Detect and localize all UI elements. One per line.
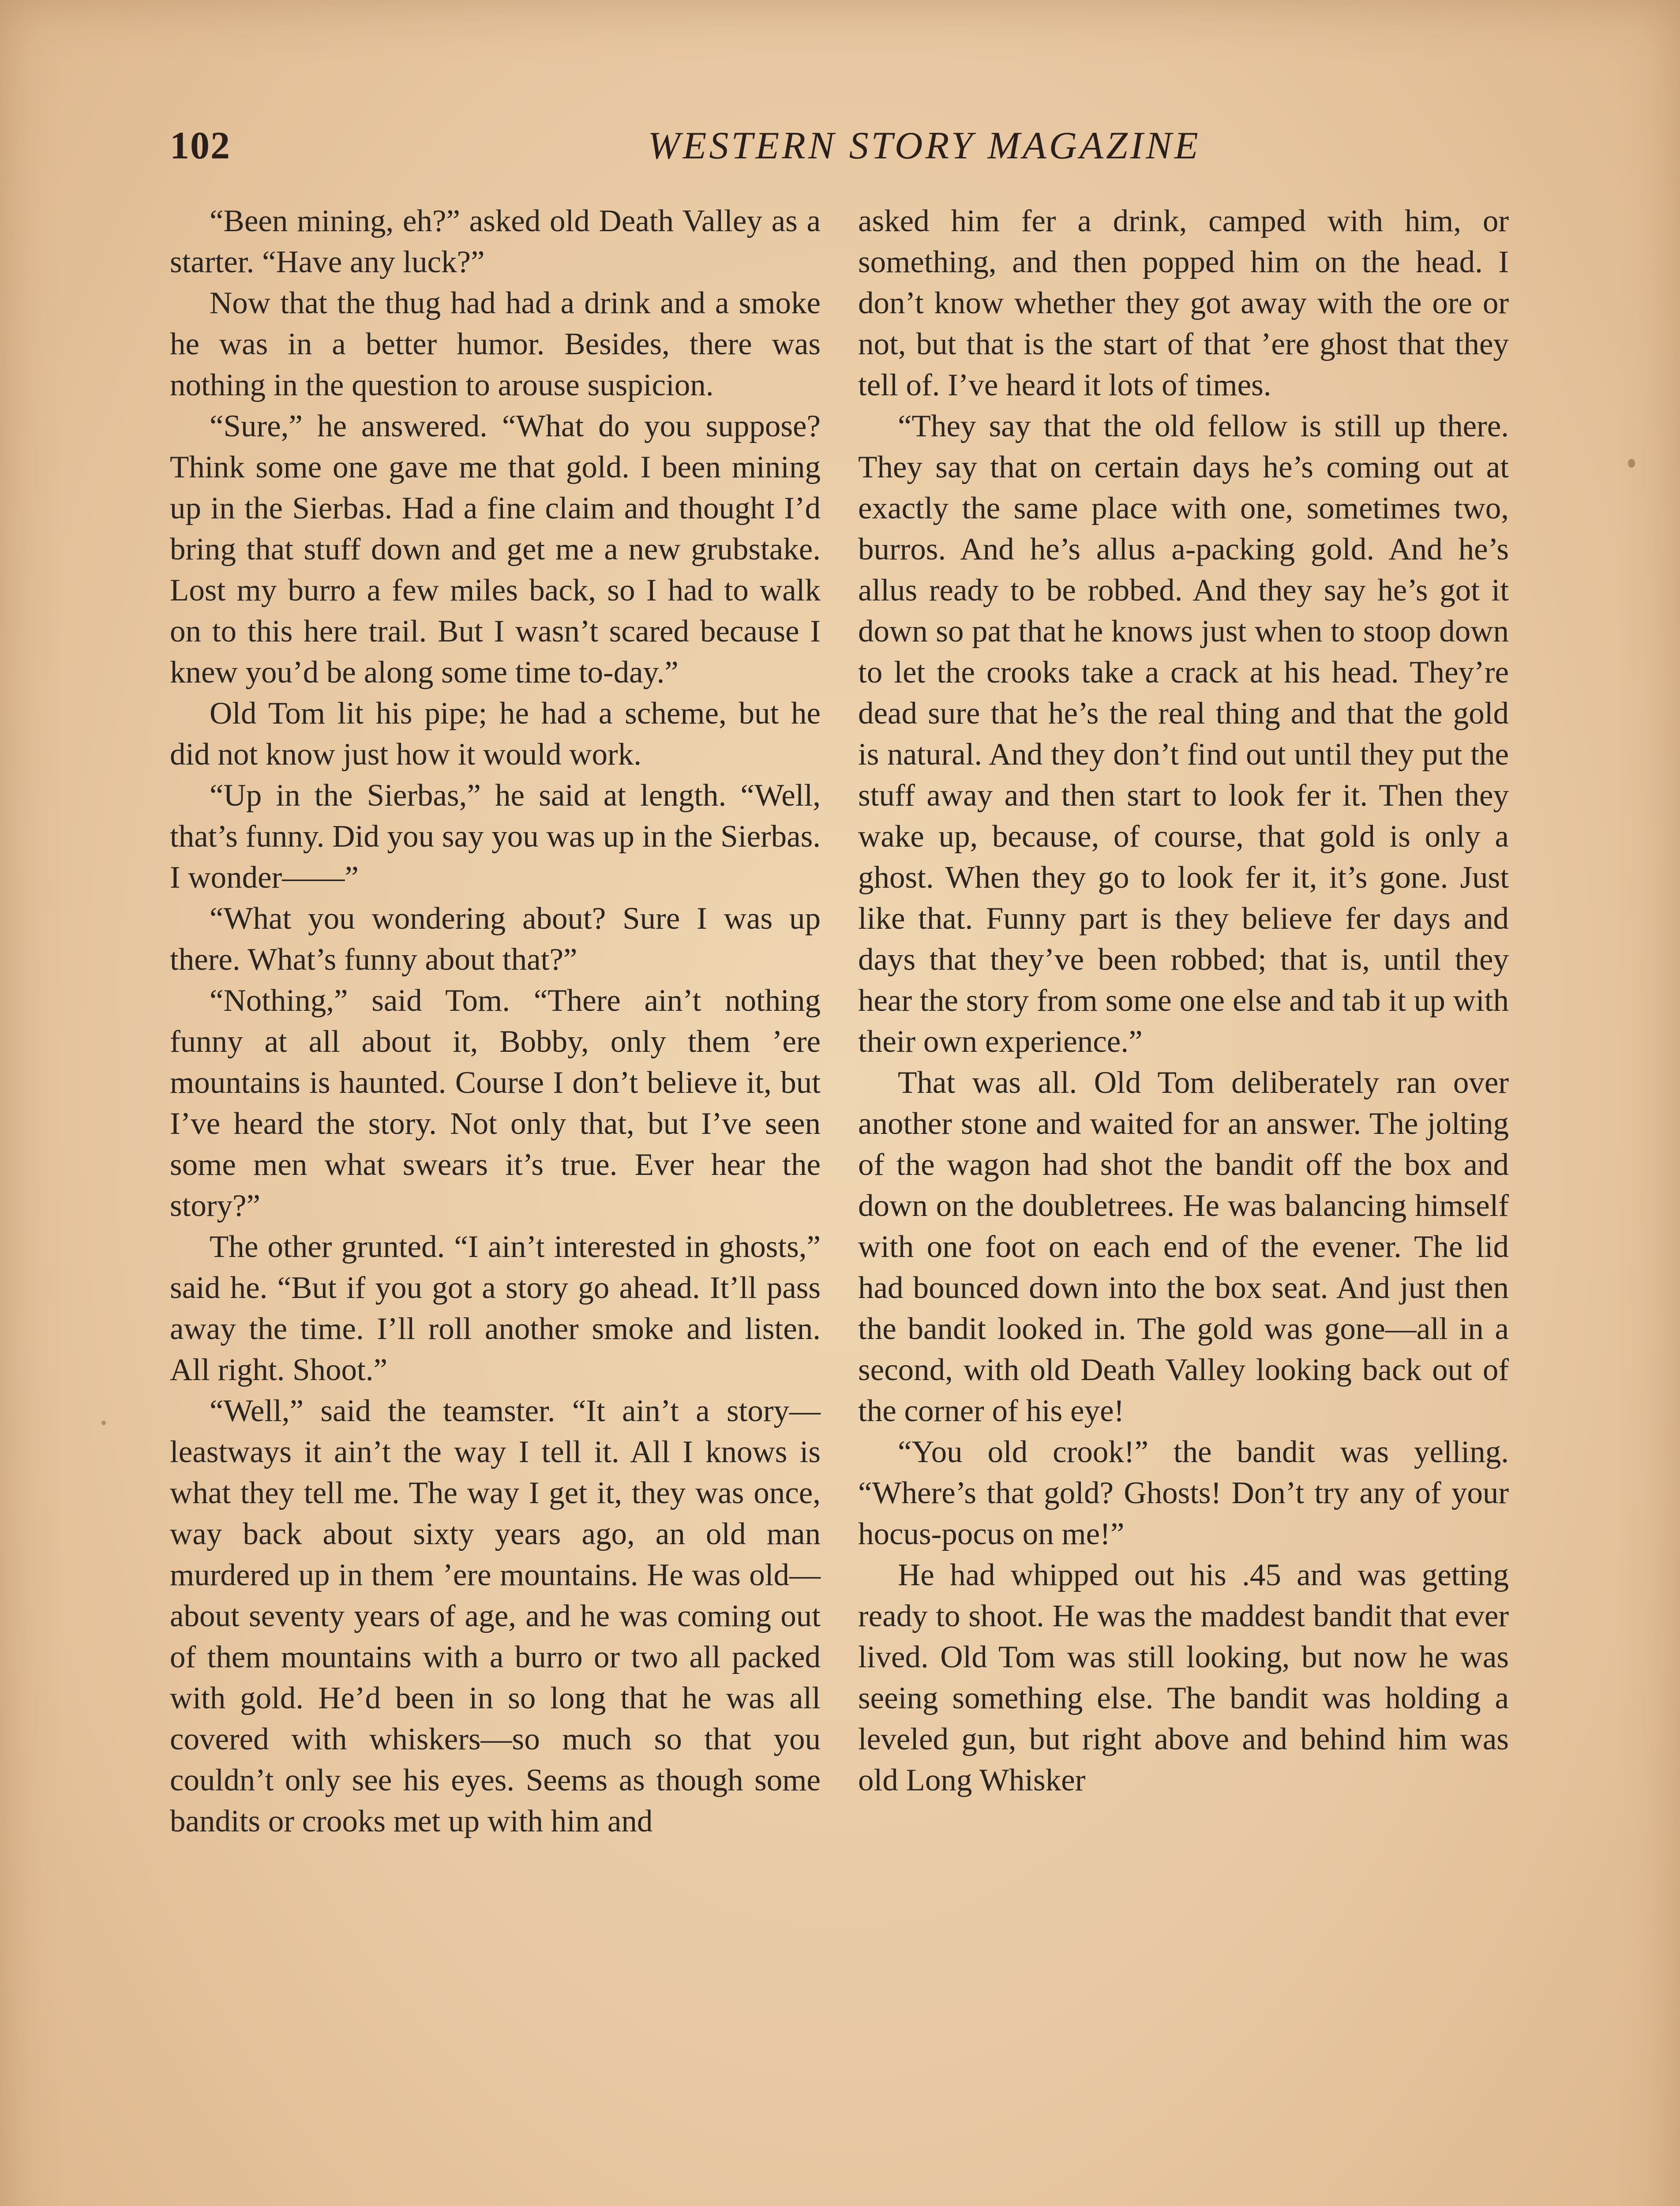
paragraph: “What you wondering about? Sure I was up there. What’s funny about that?”	[170, 901, 821, 977]
paragraph: Now that the thug had had a drink and a smoke he was in a better humor. Besides, there was nothing in the question to arouse suspicion.	[170, 286, 821, 402]
paragraph: That was all. Old Tom deliberately ran over another stone and waited for an answer. The jolting of the wagon had shot the bandit off the box and down on the doubletrees. He was balancing himself with one foot on each end of the evener. The lid had bounced down into the box seat. And just then the bandit looked in. The gold was gone—all in a second, with old Death Valley looking back out of the corner of his eye!	[858, 1065, 1509, 1428]
paper-speck	[101, 1421, 106, 1425]
paragraph: “Sure,” he answered. “What do you suppose? Think some one gave me that gold. I been mining up in the Sierbas. Had a fine claim and thought I’d bring that stuff down and get me a new grubstake. Lost my burro a few miles back, so I had to walk on to this here trail. But I wasn’t scared because I knew you’d be along some time to-day.”	[170, 409, 821, 690]
paragraph: “Nothing,” said Tom. “There ain’t nothing funny at all about it, Bobby, only them ’ere mountains is haunted. Course I don’t believe it, but I’ve heard the story. Not only that, but I’ve seen some men what swears it’s true. Ever hear the story?”	[170, 983, 821, 1223]
paragraph: “You old crook!” the bandit was yelling. “Where’s that gold? Ghosts! Don’t try any of your hocus-pocus on me!”	[858, 1435, 1509, 1551]
running-head: WESTERN STORY MAGAZINE	[648, 124, 1201, 167]
paragraph-continuation: asked him fer a drink, camped with him, or something, and then popped him on the head. I don’t know whether they got away with the ore or not, but that is the start of that ’ere ghost that they tell of. I’ve heard it lots of times.	[858, 204, 1509, 402]
paragraph: “Up in the Sierbas,” he said at length. “Well, that’s funny. Did you say you was up in the Sierbas. I wonder——”	[170, 778, 821, 895]
paragraph: Old Tom lit his pipe; he had a scheme, but he did not know just how it would work.	[170, 696, 821, 772]
page-number: 102	[170, 124, 231, 167]
paragraph: He had whipped out his .45 and was getting ready to shoot. He was the maddest bandit that ever lived. Old Tom was still looking, but now he was seeing something else. The bandit was holding a leveled gun, but right above and behind him was old Long Whisker	[858, 1558, 1509, 1797]
left-column	[170, 201, 821, 1842]
paragraph: “They say that the old fellow is still up there. They say that on certain days he’s coming out at exactly the same place with one, sometimes two, burros. And he’s allus a-packing gold. And he’s allus ready to be robbed. And they say he’s got it down so pat that he knows just when to stoop down to let the crooks take a crack at his head. They’re dead sure that he’s the real thing and that the gold is natural. And they don’t find out until they put the stuff away and then start to look fer it. Then they wake up, because, of course, that gold is only a ghost. When they go to look fer it, it’s gone. Just like that. Funny part is they believe fer days and days that they’ve been robbed; that is, until they hear the story from some one else and tab it up with their own experience.”	[858, 409, 1509, 1059]
paragraph: The other grunted. “I ain’t interested in ghosts,” said he. “But if you got a story go ahead. It’ll pass away the time. I’ll roll another smoke and listen. All right. Shoot.”	[170, 1230, 821, 1387]
paper-speck	[1628, 459, 1635, 468]
right-column	[858, 201, 1509, 1801]
paragraph: “Well,” said the teamster. “It ain’t a story—leastways it ain’t the way I tell it. All I knows is what they tell me. The way I get it, they was once, way back about sixty years ago, an old man murdered up in them ’ere mountains. He was old—about seventy years of age, and he was coming out of them mountains with a burro or two all packed with gold. He’d been in so long that he was all covered with whiskers—so much so that you couldn’t only see his eyes. Seems as though some bandits or crooks met up with him and	[170, 1394, 821, 1838]
page-header	[170, 115, 1511, 176]
paragraph: “Been mining, eh?” asked old Death Valley as a starter. “Have any luck?”	[170, 204, 821, 279]
